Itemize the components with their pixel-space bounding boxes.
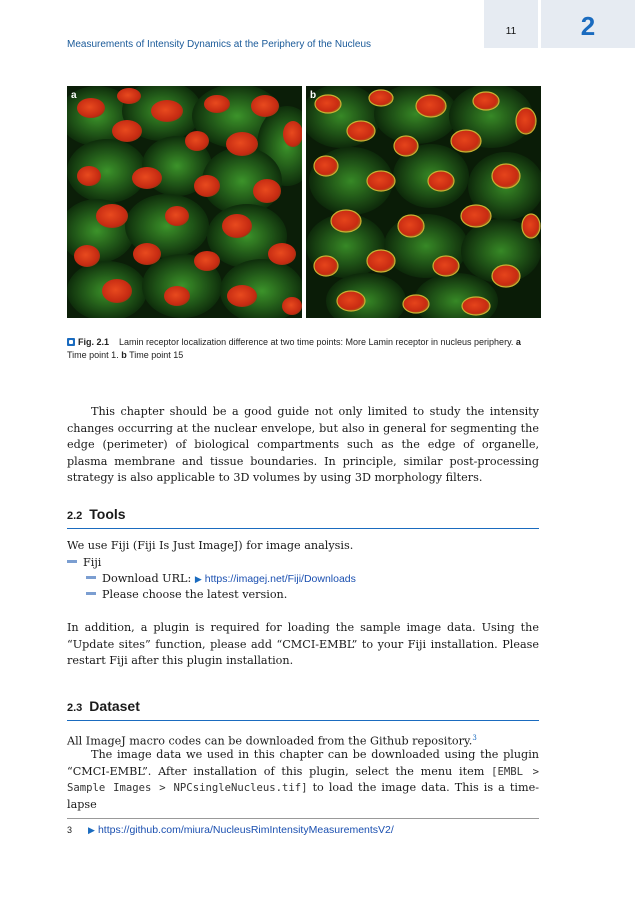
menu-path-code: [EMBL > Sample Images > NPCsingleNucleus.tif] (67, 765, 539, 795)
footnote (67, 824, 394, 836)
running-title: Measurements of Intensity Dynamics at the Periphery of the Nucleus (67, 39, 372, 50)
dataset-p1-text: All ImageJ macro codes can be downloaded from the Github repository. (67, 734, 473, 748)
section-number: 2.3 (67, 702, 83, 714)
intro-paragraph: This chapter should be a good guide not only limited to study the intensity changes occurring at the nuclear envelope, but also in general for segmenting the edge (perimeter) of biological compartments such as the edge of organelle, plasma membrane and tissue boundaries. In principle, similar post-processing strategy is also applicable to 3D volumes by using 3D morphology filters. (67, 405, 539, 485)
bullet-dash-icon (86, 592, 96, 595)
tools-paragraph: In addition, a plugin is required for loading the sample image data. Using the “Update sites” function, please add “CMCI-EMBL” to your Fiji installation. Please restart Fiji after this plugin installation. (67, 621, 539, 668)
dataset-paragraph-2 (67, 747, 539, 813)
caption-text: Lamin receptor localization difference at two time points: More Lamin receptor in nucleus periphery. (119, 337, 514, 347)
caption-b-key: b (121, 350, 127, 360)
list-subitem-label: Please choose the latest version. (102, 588, 288, 601)
chapter-number: 2 (541, 0, 635, 48)
link-arrow-icon: ▶ (194, 575, 202, 585)
list-item-fiji (67, 555, 101, 572)
section-title: Tools (89, 506, 126, 522)
footnote-divider (67, 818, 539, 819)
github-repo-link[interactable]: https://github.com/miura/NucleusRimIntensityMeasurementsV2/ (97, 824, 394, 836)
dataset-p2-end: to load the image data. This is a time-lapse (67, 781, 539, 811)
bullet-dash-icon (86, 576, 96, 579)
tools-intro: We use Fiji (Fiji Is Just ImageJ) for image analysis. (67, 539, 354, 552)
bullet-dash-icon (67, 560, 77, 563)
link-arrow-icon: ▶ (88, 825, 95, 835)
micrograph-b (306, 86, 541, 318)
caption-a-text: Time point 1. (67, 350, 119, 360)
caption-marker-icon (67, 338, 75, 346)
section-heading-tools (67, 506, 539, 529)
list-item-label: Fiji (83, 556, 102, 569)
figure-caption (67, 336, 539, 362)
panel-label-a: a (71, 90, 77, 101)
list-subitem-label: Download URL: (102, 572, 192, 585)
panel-label-b: b (310, 90, 317, 101)
section-title: Dataset (89, 698, 140, 714)
list-subitem-download (86, 571, 356, 589)
footnote-number: 3 (67, 825, 73, 835)
section-heading-dataset (67, 698, 539, 721)
section-number: 2.2 (67, 510, 83, 522)
caption-b-text: Time point 15 (129, 350, 184, 360)
caption-a-key: a (515, 337, 521, 347)
figure-panel-a (67, 86, 302, 318)
micrograph-a (67, 86, 302, 318)
caption-label: Fig. 2.1 (78, 337, 110, 347)
figure-panel-b (306, 86, 541, 318)
footnote-ref[interactable]: 3 (472, 734, 477, 742)
page-number: 11 (484, 0, 538, 48)
list-subitem-version (86, 587, 287, 604)
fiji-download-link[interactable]: https://imagej.net/Fiji/Downloads (204, 573, 356, 585)
dataset-p2-text: The image data we used in this chapter can be downloaded using the plugin “CMCI-EMBL”. After installation of this plugin, select the menu item (67, 748, 539, 778)
